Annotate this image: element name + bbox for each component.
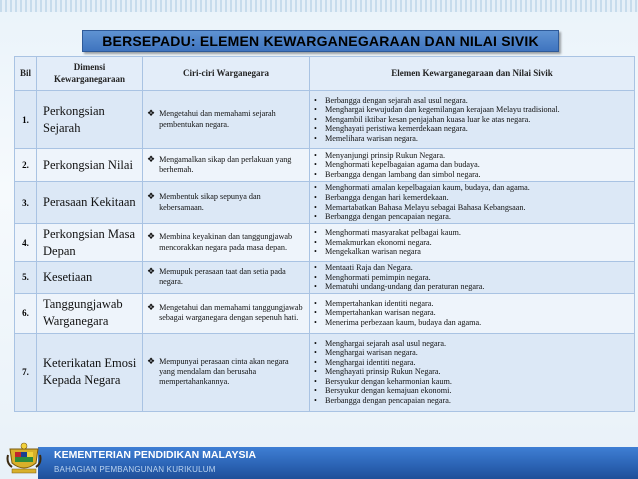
dimension-name: Perkongsian Masa Depan xyxy=(37,224,143,262)
footer xyxy=(0,439,638,479)
header-bil: Bil xyxy=(15,57,37,91)
citizen-trait-text: Membina keyakinan dan tanggungjawab mencorakkan negara pada masa depan. xyxy=(159,232,293,252)
citizen-trait-cell xyxy=(143,91,310,149)
citizenship-elements-table xyxy=(14,56,635,412)
element-item: • Mempertahankan warisan negara. xyxy=(312,308,631,318)
ministry-name: KEMENTERIAN PENDIDIKAN MALAYSIA xyxy=(54,449,257,461)
elements-cell xyxy=(310,149,635,182)
citizen-trait-text: Mengetahui dan memahami tanggungjawab sebagai warganegara dengan sepenuh hati. xyxy=(159,302,303,323)
citizen-trait-cell xyxy=(143,149,310,182)
elements-cell xyxy=(310,182,635,224)
element-item: • Menghormati pemimpin negara. xyxy=(312,273,631,283)
page-title: BERSEPADU: ELEMEN KEWARGANEGARAAN DAN NILAI SIVIK xyxy=(102,33,539,49)
header-ciri: Ciri-ciri Warganegara xyxy=(143,57,310,91)
citizen-trait-text: Mempunyai perasaan cinta akan negara yang mendalam dan berusaha mempertahankannya. xyxy=(159,356,289,387)
elements-list xyxy=(312,183,631,221)
dimension-name: Keterikatan Emosi Kepada Negara xyxy=(37,333,143,411)
table-header-row xyxy=(15,57,635,91)
dimension-name: Perkongsian Sejarah xyxy=(37,91,143,149)
element-item: • Memakmurkan ekonomi negara. xyxy=(312,238,631,248)
elements-cell xyxy=(310,91,635,149)
row-number: 2. xyxy=(15,149,37,182)
title-banner xyxy=(82,30,559,52)
table-row xyxy=(15,224,635,262)
table-row xyxy=(15,149,635,182)
citizen-trait-text: Mengamalkan sikap dan perlakuan yang berhemah. xyxy=(159,154,292,174)
top-decorative-stripe xyxy=(0,0,638,12)
row-number: 5. xyxy=(15,262,37,294)
dimension-name: Tanggungjawab Warganegara xyxy=(37,293,143,333)
elements-list xyxy=(312,299,631,328)
element-item: • Berbangga dengan sejarah asal usul negara. xyxy=(312,96,631,106)
element-item: • Memartabatkan Bahasa Melayu sebagai Bahasa Kebangsaan. xyxy=(312,203,631,213)
element-item: • Menerima perbezaan kaum, budaya dan agama. xyxy=(312,318,631,328)
diamond-bullet-icon: ❖ xyxy=(147,231,156,242)
element-item: • Menghormati masyarakat pelbagai kaum. xyxy=(312,228,631,238)
table-row xyxy=(15,91,635,149)
row-number: 4. xyxy=(15,224,37,262)
elements-list xyxy=(312,96,631,144)
element-item: • Mempertahankan identiti negara. xyxy=(312,299,631,309)
row-number: 3. xyxy=(15,182,37,224)
citizen-trait-cell xyxy=(143,224,310,262)
element-item: • Mengambil iktibar kesan penjajahan kuasa luar ke atas negara. xyxy=(312,115,631,125)
element-item: • Menghargai sejarah asal usul negara. xyxy=(312,339,631,349)
table-row xyxy=(15,333,635,411)
element-item: • Berbangga dengan pencapaian negara. xyxy=(312,396,631,406)
elements-cell xyxy=(310,224,635,262)
element-item: • Menyanjungi prinsip Rukun Negara. xyxy=(312,151,631,161)
element-item: • Mentaati Raja dan Negara. xyxy=(312,263,631,273)
diamond-bullet-icon: ❖ xyxy=(147,355,156,366)
citizen-trait-text: Membentuk sikap sepunya dan kebersamaan. xyxy=(159,192,261,212)
citizen-trait-cell xyxy=(143,262,310,294)
citizen-trait-cell xyxy=(143,293,310,333)
elements-cell xyxy=(310,333,635,411)
citizen-trait-cell xyxy=(143,333,310,411)
element-item: • Menghormati kepelbagaian agama dan budaya. xyxy=(312,160,631,170)
diamond-bullet-icon: ❖ xyxy=(147,301,156,312)
header-elemen: Elemen Kewarganegaraan dan Nilai Sivik xyxy=(310,57,635,91)
element-item: • Menghayati peristiwa kemerdekaan negara. xyxy=(312,124,631,134)
element-item: • Bersyukur dengan kemajuan ekonomi. xyxy=(312,386,631,396)
table-row xyxy=(15,262,635,294)
elements-cell xyxy=(310,293,635,333)
division-name: BAHAGIAN PEMBANGUNAN KURIKULUM xyxy=(54,465,216,474)
diamond-bullet-icon: ❖ xyxy=(147,108,156,119)
malaysia-coat-of-arms-icon xyxy=(6,441,42,475)
diamond-bullet-icon: ❖ xyxy=(147,191,156,202)
elements-list xyxy=(312,228,631,257)
citizen-trait-cell xyxy=(143,182,310,224)
dimension-name: Perkongsian Nilai xyxy=(37,149,143,182)
element-item: • Memelihara warisan negara. xyxy=(312,134,631,144)
element-item: • Menghargai warisan negara. xyxy=(312,348,631,358)
citizen-trait-text: Mengetahui dan memahami sejarah pembentukan negara. xyxy=(159,109,276,129)
element-item: • Menghayati prinsip Rukun Negara. xyxy=(312,367,631,377)
elements-cell xyxy=(310,262,635,294)
table-body xyxy=(15,91,635,412)
diamond-bullet-icon: ❖ xyxy=(147,266,156,277)
elements-list xyxy=(312,263,631,292)
row-number: 6. xyxy=(15,293,37,333)
element-item: • Menghargai identiti negara. xyxy=(312,358,631,368)
table-row xyxy=(15,182,635,224)
row-number: 7. xyxy=(15,333,37,411)
element-item: • Bersyukur dengan keharmonian kaum. xyxy=(312,377,631,387)
element-item: • Menghormati amalan kepelbagaian kaum, budaya, dan agama. xyxy=(312,183,631,193)
element-item: • Mematuhi undang-undang dan peraturan negara. xyxy=(312,282,631,292)
diamond-bullet-icon: ❖ xyxy=(147,153,156,164)
element-item: • Berbangga dengan pencapaian negara. xyxy=(312,212,631,222)
element-item: • Berbangga dengan lambang dan simbol negara. xyxy=(312,170,631,180)
row-number: 1. xyxy=(15,91,37,149)
header-dimensi: Dimensi Kewarganegaraan xyxy=(37,57,143,91)
table-row xyxy=(15,293,635,333)
dimension-name: Perasaan Kekitaan xyxy=(37,182,143,224)
elements-list xyxy=(312,151,631,180)
dimension-name: Kesetiaan xyxy=(37,262,143,294)
elements-list xyxy=(312,339,631,406)
element-item: • Mengekalkan warisan negara xyxy=(312,247,631,257)
element-item: • Berbangga dengan hari kemerdekaan. xyxy=(312,193,631,203)
citizen-trait-text: Memupuk perasaan taat dan setia pada negara. xyxy=(159,267,286,287)
element-item: • Menghargai kewujudan dan kegemilangan kerajaan Melayu tradisional. xyxy=(312,105,631,115)
